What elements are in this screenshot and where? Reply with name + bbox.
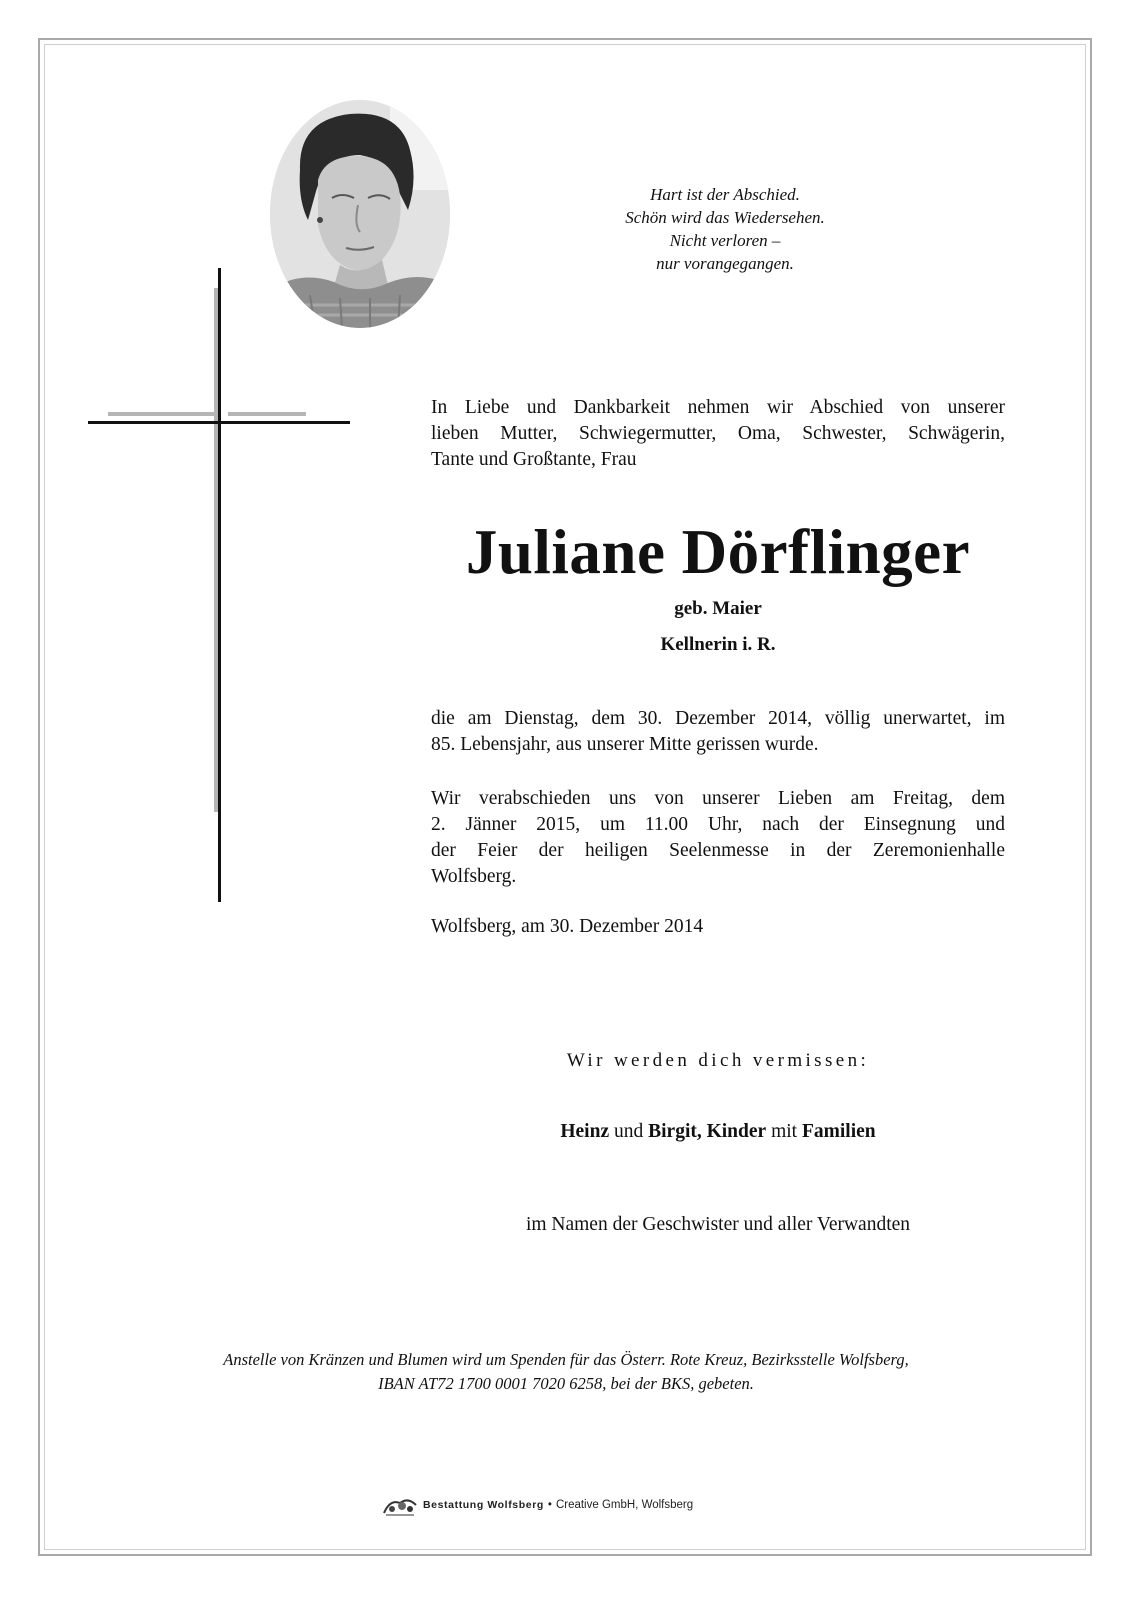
funeral-home-logo-icon [380, 1491, 420, 1519]
family-families: Familien [801, 1121, 876, 1142]
intro-line: Tante und Großtante, Frau [431, 449, 637, 470]
deceased-name: Juliane Dörflinger [465, 517, 971, 587]
death-notice [431, 706, 1005, 758]
donation-note [100, 1348, 1032, 1396]
farewell-paragraph [431, 786, 1005, 890]
place-date: Wolfsberg, am 30. Dezember 2014 [431, 916, 704, 937]
intro-line: lieben Mutter, Schwiegermutter, Oma, Schwester, Schwägerin, [431, 423, 1005, 444]
family-conjunction: mit [766, 1121, 802, 1142]
verse-line: Nicht verloren – [669, 231, 781, 250]
profession: Kellnerin i. R. [660, 634, 776, 655]
farewell-line: der Feier der heiligen Seelenmesse in der Zeremonienhalle [431, 840, 1005, 861]
footer-separator: • [547, 1499, 552, 1511]
mourners-heading: Wir werden dich vermissen: [566, 1050, 870, 1071]
family-conjunction: und [609, 1121, 649, 1142]
verse-line: Schön wird das Wiedersehen. [625, 208, 825, 227]
farewell-line: Wir verabschieden uns von unserer Lieben am Freitag, dem [431, 788, 1005, 809]
verse-line: nur vorangegangen. [656, 254, 794, 273]
farewell-line: Wolfsberg. [431, 866, 517, 887]
death-line: 85. Lebensjahr, aus unserer Mitte gerissen wurde. [431, 734, 819, 755]
verse-line: Hart ist der Abschied. [650, 185, 800, 204]
farewell-line: 2. Jänner 2015, um 11.00 Uhr, nach der Einsegnung und [431, 814, 1005, 835]
death-line: die am Dienstag, dem 30. Dezember 2014, völlig unerwartet, im [431, 708, 1005, 729]
family-name-heinz: Heinz [560, 1121, 610, 1142]
intro-line: In Liebe und Dankbarkeit nehmen wir Abschied von unserer [431, 397, 1005, 418]
footer-company: Creative GmbH, Wolfsberg [555, 1499, 694, 1511]
cross-icon [88, 268, 358, 908]
footer-brand: Bestattung Wolfsberg [423, 1499, 544, 1511]
verse [590, 183, 860, 275]
intro-paragraph [431, 395, 1005, 473]
footer [380, 1490, 760, 1520]
donation-line: IBAN AT72 1700 0001 7020 6258, bei der BKS, gebeten. [378, 1374, 754, 1393]
family-name-birgit: Birgit, Kinder [648, 1121, 767, 1142]
donation-line: Anstelle von Kränzen und Blumen wird um Spenden für das Österr. Rote Kreuz, Bezirksstelle Wolfsberg, [223, 1350, 909, 1369]
relatives-line: im Namen der Geschwister und aller Verwandten [525, 1214, 911, 1235]
family-line [431, 1121, 1005, 1143]
maiden-name: geb. Maier [674, 598, 762, 619]
